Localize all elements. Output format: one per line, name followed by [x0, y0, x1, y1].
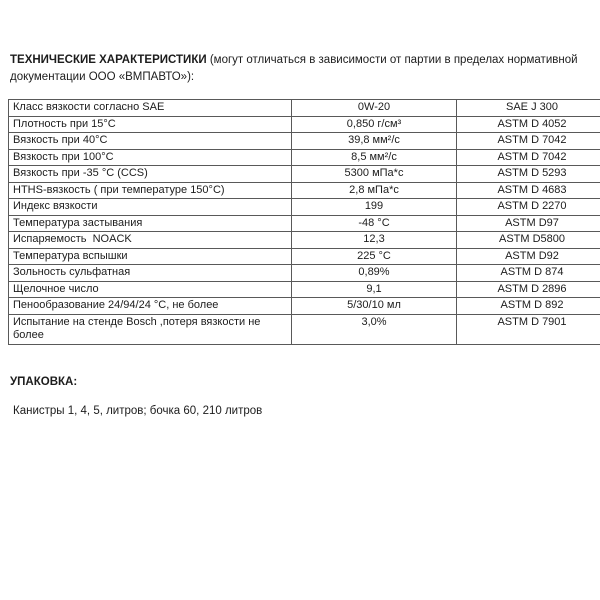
cell-method: ASTM D 7042	[457, 149, 600, 166]
cell-value: 5/30/10 мл	[292, 298, 457, 315]
cell-value: 5300 мПа*с	[292, 166, 457, 183]
cell-value: 3,0%	[292, 314, 457, 344]
cell-param: Температура застывания	[9, 215, 292, 232]
cell-param: Вязкость при 40°С	[9, 133, 292, 150]
cell-value: 12,3	[292, 232, 457, 249]
packaging-heading: УПАКОВКА:	[10, 375, 78, 388]
table-row	[9, 166, 600, 183]
cell-method: ASTM D 7901	[457, 314, 600, 344]
cell-param: Вязкость при 100°С	[9, 149, 292, 166]
cell-param: Вязкость при -35 °С (CCS)	[9, 166, 292, 183]
cell-param: Зольность сульфатная	[9, 265, 292, 282]
page-title	[10, 52, 592, 86]
cell-param: Щелочное число	[9, 281, 292, 298]
cell-method: SAE J 300	[457, 100, 600, 117]
table-row	[9, 281, 600, 298]
table-row	[9, 248, 600, 265]
cell-param: HTHS-вязкость ( при температуре 150°С)	[9, 182, 292, 199]
table-row	[9, 149, 600, 166]
table-row	[9, 298, 600, 315]
cell-param: Пенообразование 24/94/24 °С, не более	[9, 298, 292, 315]
cell-value: 225 °С	[292, 248, 457, 265]
spec-table	[8, 99, 600, 345]
cell-method: ASTM D 7042	[457, 133, 600, 150]
table-row	[9, 199, 600, 216]
cell-method: ASTM D 2896	[457, 281, 600, 298]
cell-method: ASTM D97	[457, 215, 600, 232]
table-row	[9, 314, 600, 344]
page-title-bold: ТЕХНИЧЕСКИЕ ХАРАКТЕРИСТИКИ	[10, 54, 207, 66]
cell-param: Испаряемость NOACK	[9, 232, 292, 249]
cell-value: 39,8 мм²/с	[292, 133, 457, 150]
table-row	[9, 265, 600, 282]
packaging-text: Канистры 1, 4, 5, литров; бочка 60, 210 литров	[13, 404, 263, 417]
cell-method: ASTM D 2270	[457, 199, 600, 216]
cell-value: -48 °С	[292, 215, 457, 232]
cell-method: ASTM D 4683	[457, 182, 600, 199]
table-row	[9, 232, 600, 249]
cell-param: Плотность при 15°С	[9, 116, 292, 133]
table-row	[9, 182, 600, 199]
table-row	[9, 116, 600, 133]
cell-method: ASTM D92	[457, 248, 600, 265]
cell-method: ASTM D 892	[457, 298, 600, 315]
table-row	[9, 133, 600, 150]
table-row	[9, 100, 600, 117]
cell-method: ASTM D 874	[457, 265, 600, 282]
cell-value: 2,8 мПа*с	[292, 182, 457, 199]
cell-value: 0,850 г/см³	[292, 116, 457, 133]
cell-method: ASTM D 5293	[457, 166, 600, 183]
cell-param: Класс вязкости согласно SAE	[9, 100, 292, 117]
cell-param: Индекс вязкости	[9, 199, 292, 216]
cell-method: ASTM D5800	[457, 232, 600, 249]
cell-param: Испытание на стенде Bosch ,потеря вязкости не более	[9, 314, 292, 344]
cell-value: 8,5 мм²/с	[292, 149, 457, 166]
cell-value: 9,1	[292, 281, 457, 298]
cell-method: ASTM D 4052	[457, 116, 600, 133]
table-row	[9, 215, 600, 232]
cell-value: 0W-20	[292, 100, 457, 117]
page-title-note: (могут отличаться в зависимости от партии в пределах нормативной документации ООО «ВМПАВТО»):	[10, 54, 578, 83]
cell-param: Температура вспышки	[9, 248, 292, 265]
cell-value: 0,89%	[292, 265, 457, 282]
cell-value: 199	[292, 199, 457, 216]
spec-table-body	[9, 100, 600, 345]
